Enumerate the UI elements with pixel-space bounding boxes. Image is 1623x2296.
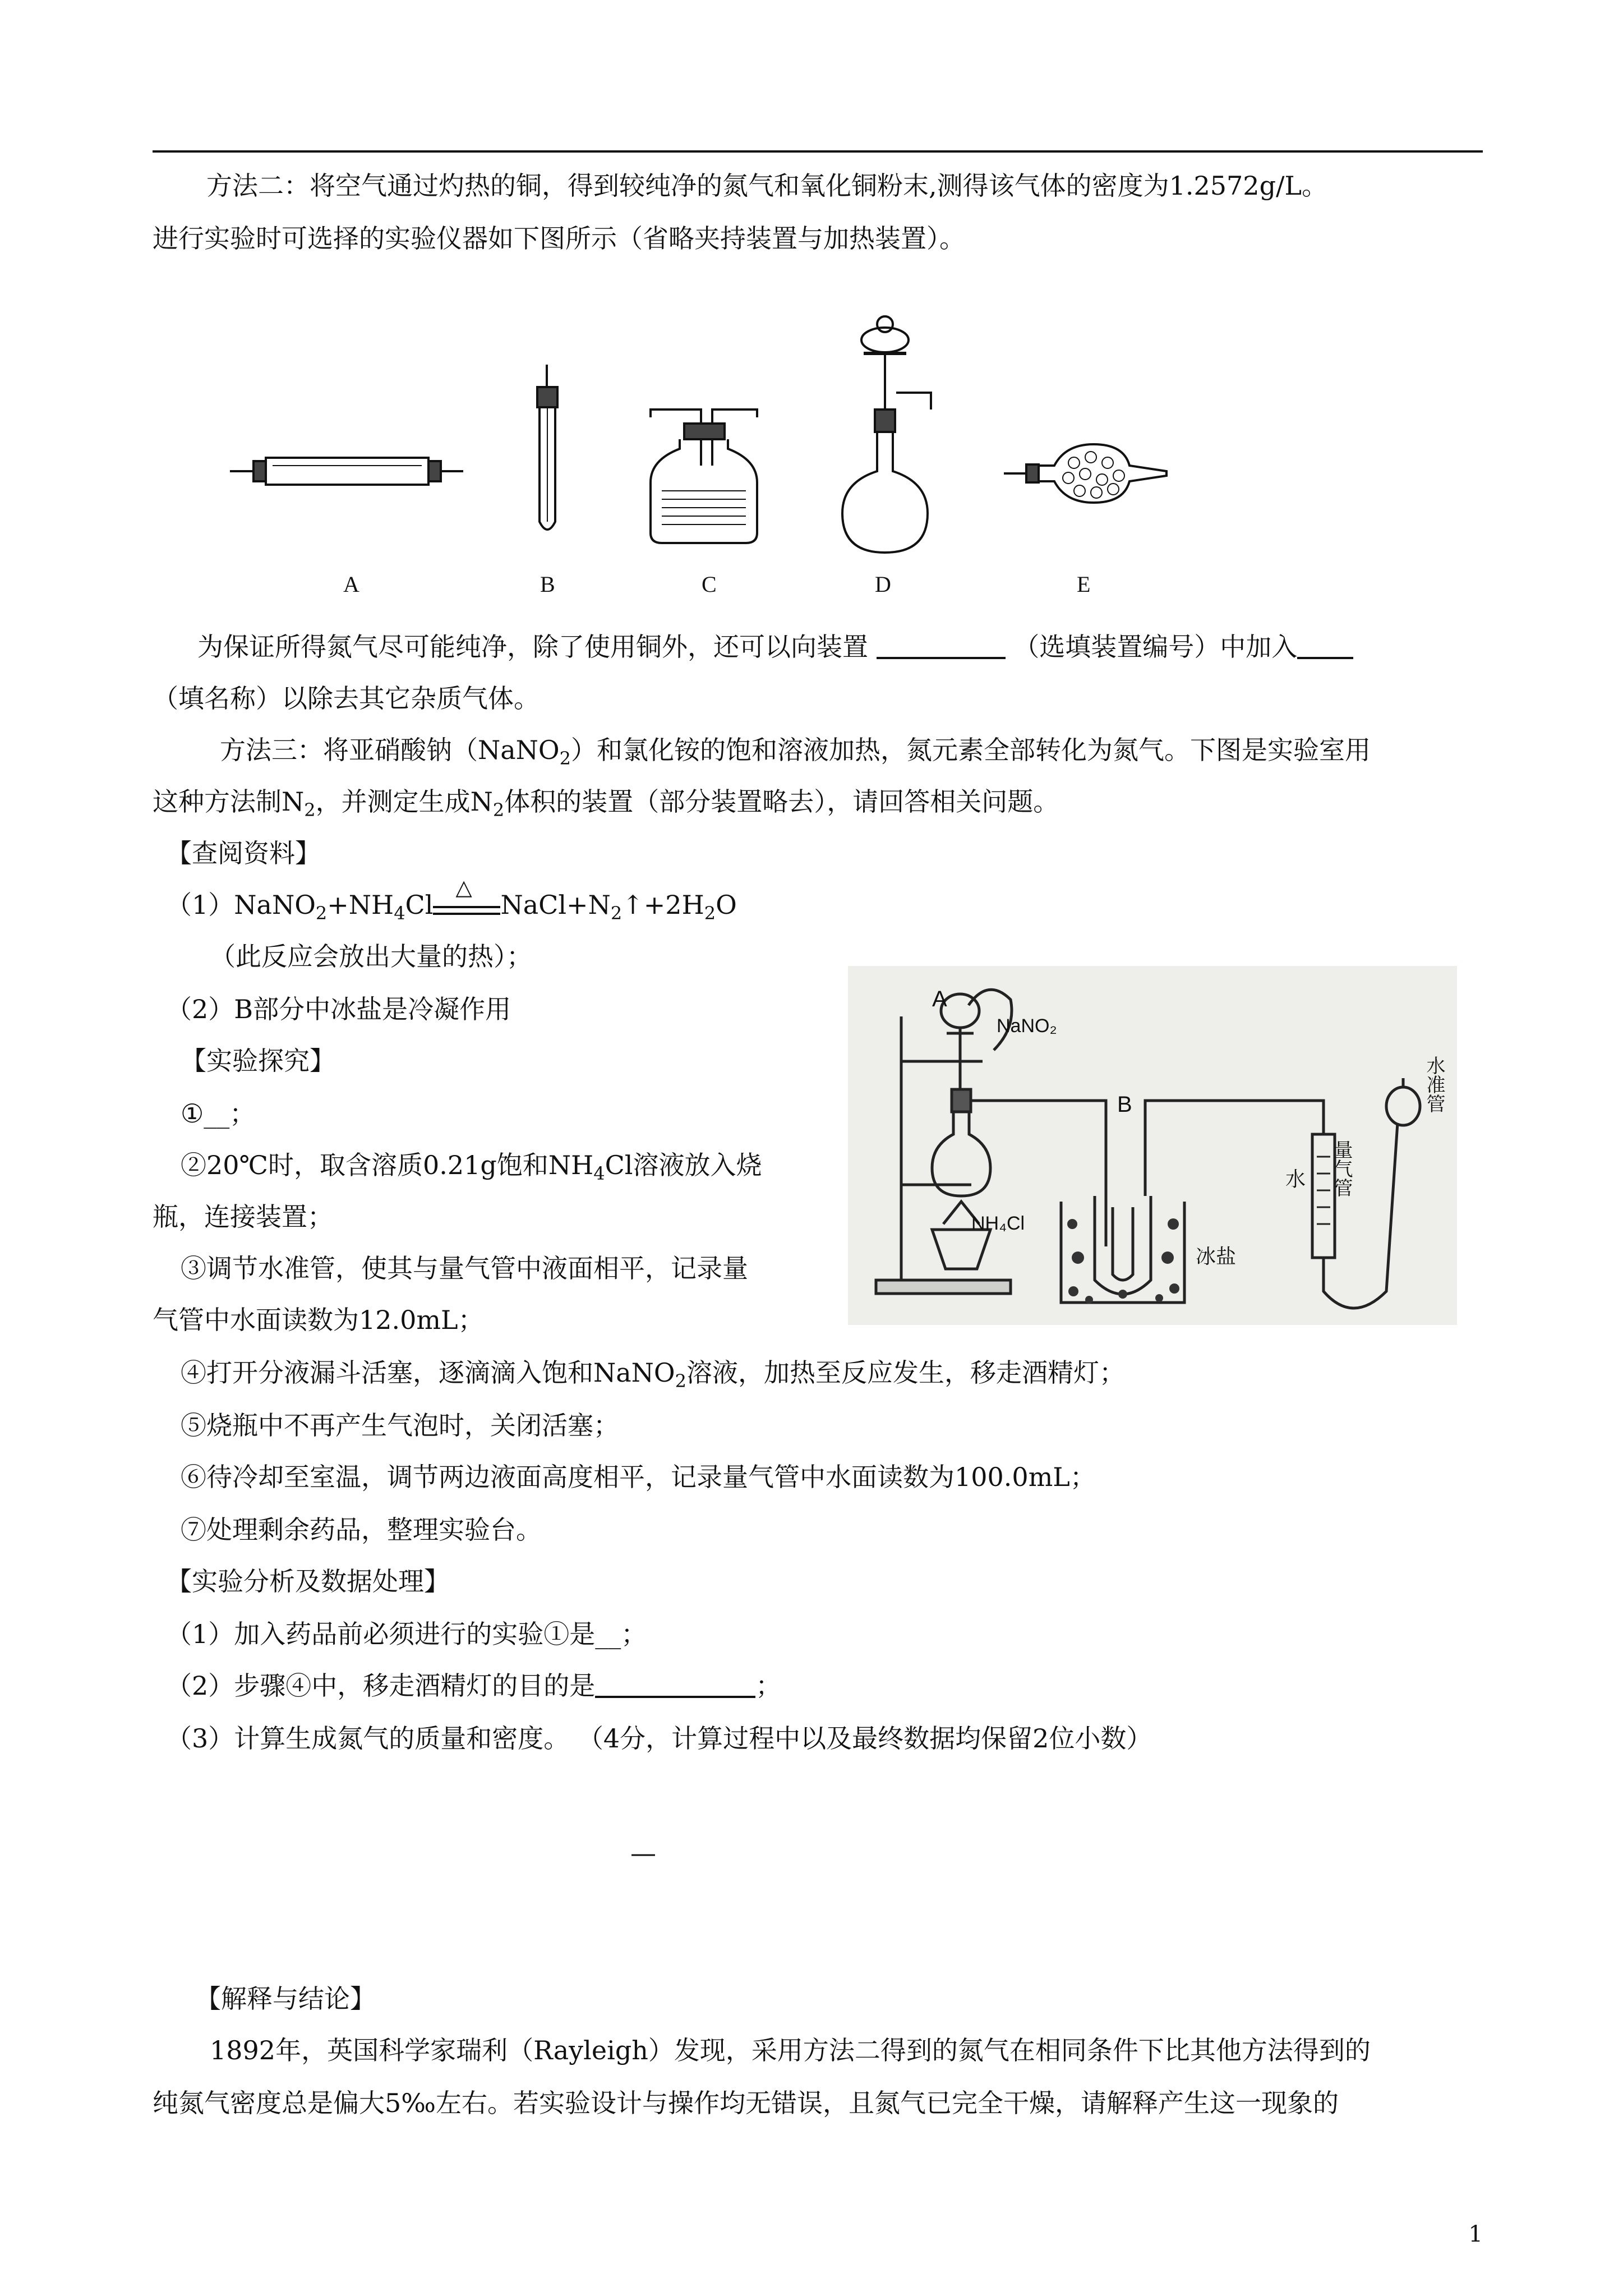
step-2-line1: ②20℃时，取含溶质0.21g饱和$NH_4Cl$溶液放入烧 (181, 1150, 762, 1184)
page-number: 1 (1468, 2221, 1483, 2247)
section-analysis: 【实验分析及数据处理】 (166, 1566, 450, 1596)
apparatus-c-wash-bottle (651, 409, 757, 543)
step-3-line2: 气管中水面读数为12.0mL； (153, 1305, 484, 1335)
section-experiment: 【实验探究】 (181, 1046, 335, 1076)
apparatus-a-tube (230, 458, 463, 485)
step-6: ⑥待冷却至室温，调节两边液面高度相平，记录量气管中水面读数为100.0mL； (181, 1462, 1096, 1492)
setup-diagram (848, 966, 1457, 1325)
conclusion-line1: 1892年，英国科学家瑞利（Rayleigh）发现，采用方法二得到的氮气在相同条件下比其他方法得到的 (210, 2035, 1371, 2065)
diagram-label-b: B (1117, 1092, 1132, 1117)
question-1-line1: 为保证所得氮气尽可能纯净，除了使用铜外，还可以向装置 （选填装置编号）中加入 (153, 634, 1483, 660)
diagram-label-a: A (932, 987, 947, 1011)
method2-line2: 进行实验时可选择的实验仪器如下图所示（省略夹持装置与加热装置）。 (153, 223, 965, 254)
analysis-3: （3）计算生成氮气的质量和密度。 （4分，计算过程中以及最终数据均保留2位小数） (166, 1723, 1152, 1754)
answer-blank-reagent[interactable] (1297, 634, 1353, 659)
apparatus-b-test-tube (537, 365, 557, 530)
apparatus-d-flask (842, 316, 931, 553)
diagram-label-nh4cl: NH₄Cl (971, 1213, 1025, 1234)
apparatus-e-drying-tube (1004, 444, 1166, 503)
diagram-label-water: 水 (1285, 1167, 1306, 1190)
label-e: E (1077, 572, 1091, 597)
label-a: A (343, 572, 359, 597)
label-b: B (540, 572, 555, 597)
answer-blank-purpose[interactable] (595, 1673, 755, 1698)
step-2-line2: 瓶，连接装置； (153, 1202, 333, 1232)
reference-1-note: （此反应会放出大量的热）； (210, 941, 532, 972)
step-5: ⑤烧瓶中不再产生气泡时，关闭活塞； (181, 1410, 619, 1441)
method3-line1: 方法三：将亚硝酸钠（NaNO$_2$）和氯化铵的饱和溶液加热，氮元素全部转化为氮气。下图是实验室用 (220, 735, 1371, 769)
conclusion-line2: 纯氮气密度总是偏大5‰左右。若实验设计与操作均无错误，且氮气已完全干燥，请解释产生这一现象的 (153, 2088, 1339, 2118)
step-4: ④打开分液漏斗活塞，逐滴滴入饱和NaNO$_2$溶液，加热至反应发生，移走酒精灯； (181, 1358, 1125, 1392)
header-rule (153, 150, 1483, 153)
reference-2: （2）B部分中冰盐是冷凝作用 (166, 994, 511, 1024)
step-3-line1: ③调节水准管，使其与量气管中液面相平，记录量 (181, 1253, 748, 1283)
question-1-line2: （填名称）以除去其它杂质气体。 (153, 683, 540, 714)
step-1: ①__； (181, 1098, 256, 1129)
diagram-label-ice-salt: 冰盐 (1196, 1245, 1237, 1268)
step-7: ⑦处理剩余药品，整理实验台。 (181, 1515, 542, 1545)
reference-1-equation: $(1)NaNO_2+NH_4Cl$ △ $NaCl+N_2↑+2H_2O$ (166, 875, 737, 924)
analysis-1: （1）加入药品前必须进行的实验①是__； (166, 1619, 647, 1649)
method2-line1: 方法二：将空气通过灼热的铜，得到较纯净的氮气和氧化铜粉末,测得该气体的密度为1.2572g/L。 (206, 171, 1328, 201)
section-reference: 【查阅资料】 (166, 838, 321, 868)
section-conclusion: 【解释与结论】 (195, 1984, 376, 2014)
diagram-label-level-tube: 水准管 (1423, 1056, 1445, 1113)
diagram-label-gauge: 量气管 (1331, 1140, 1352, 1197)
apparatus-figure (219, 297, 1183, 567)
answer-blank-device[interactable] (877, 634, 1006, 659)
label-d: D (875, 572, 891, 597)
label-c: C (702, 572, 717, 597)
method3-line2: 这种方法制$N_2$，并测定生成$N_2$体积的装置（部分装置略去），请回答相关问题。 (153, 786, 1059, 821)
analysis-2: （2）步骤④中，移走酒精灯的目的是 ； (166, 1671, 782, 1701)
answer-dash: — (630, 1838, 656, 1868)
diagram-label-nano2: NaNO₂ (997, 1015, 1057, 1037)
